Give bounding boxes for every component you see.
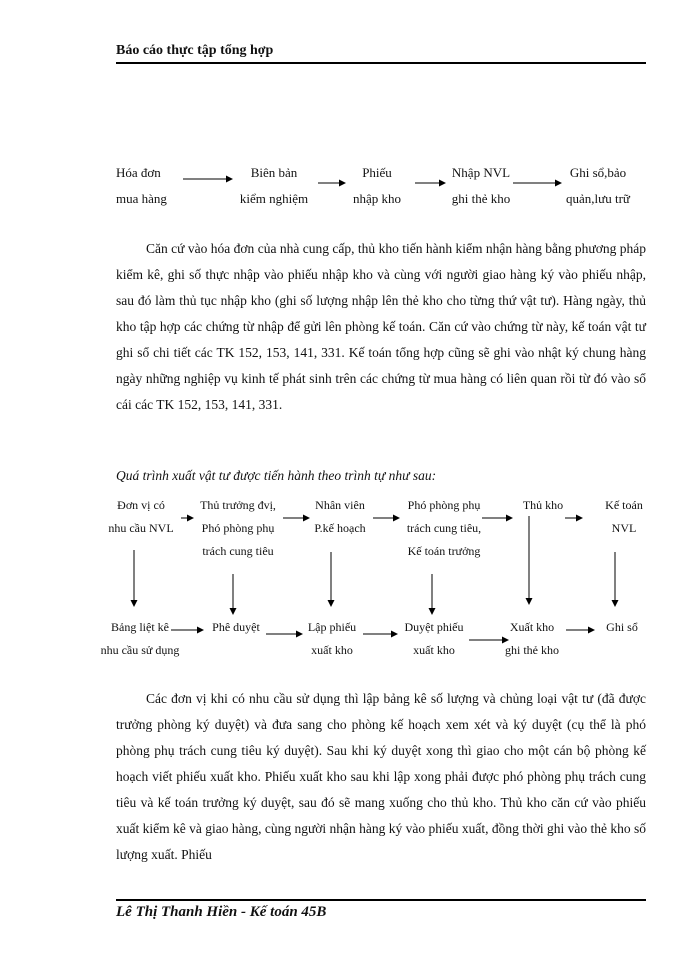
flow2-bottom-issue-stock: Xuất kho ghi thẻ kho: [505, 620, 559, 657]
flow2-top-planning-staff: Nhân viên P.kế hoạch: [314, 498, 366, 535]
flow2-bottom-create-slip: Lập phiếu xuất kho: [307, 620, 357, 657]
flow1-step-invoice: Hóa đơn mua hàng: [116, 165, 167, 206]
flow2-bottom-approve: Phê duyệt: [212, 620, 260, 634]
flow1-step-inspection-report: Biên bản kiểm nghiệm: [239, 165, 309, 206]
flow1-step-record-store: Ghi sổ,bảo quản,lưu trữ: [566, 165, 630, 206]
footer-rule: [116, 899, 646, 901]
flow1-step-stock-card: Nhập NVL ghi thẻ kho: [451, 165, 511, 206]
flow2-top-storekeeper: Thủ kho: [522, 498, 564, 512]
flow2-top-unit-head: Thủ trưởng đvị, Phó phòng phụ trách cung tiêu: [200, 498, 276, 558]
flow1-step-receipt-slip: Phiếu nhập kho: [352, 165, 402, 206]
page-footer-author: Lê Thị Thanh Hiền - Kế toán 45B: [116, 904, 327, 920]
paragraph-issuing: Các đơn vị khi có nhu cầu sử dụng thì lập bảng kê số lượng và chủng loại vật tư (đã được trưởng phòng ký duyệt) và đưa sang cho phòng kế hoạch xem xét và ký duyệt (cụ thể là phó phòng phụ trách cung tiêu ký duyệt). Sau khi ký duyệt xong thì giao cho một cán bộ phòng kế hoạch viết phiếu xuất kho. Phiếu xuất kho sau khi lập xong phải được phó phòng phụ trách cung tiêu và kế toán trưởng ký duyệt, sau đó sẽ mang xuống cho thủ kho. Thủ kho căn cứ vào phiếu xuất kiểm kê và giao hàng, cùng người nhận hàng ký vào phiếu xuất, đồng thời ghi vào thẻ kho số lượng xuất. Phiếu: [116, 691, 646, 862]
flow2-bottom-approve-slip: Duyệt phiếu xuất kho: [404, 620, 464, 657]
flow2-top-requesting-unit: Đơn vị có nhu cầu NVL: [108, 498, 174, 535]
flow2-bottom-record: Ghi sổ: [606, 620, 638, 634]
flow2-bottom-requirement-list: Bảng liệt kê nhu cầu sử dụng: [100, 620, 180, 657]
page-header-title: Báo cáo thực tập tổng hợp: [116, 43, 274, 58]
flow2-top-deputy-chief-accountant: Phó phòng phụ trách cung tiêu, Kế toán trưởng: [406, 498, 482, 558]
paragraph-receiving: Căn cứ vào hóa đơn của nhà cung cấp, thủ kho tiến hành kiểm nhận hàng bằng phương pháp kiểm kê, ghi số thực nhập vào phiếu nhập kho và cùng với người giao hàng ký vào phiếu nhập, sau đó làm thủ tục nhập kho (ghi số lượng nhập lên thẻ kho cho từng thứ vật tư). Hàng ngày, thủ kho tập hợp các chứng từ nhập để gửi lên phòng kế toán. Căn cứ vào chứng từ này, kế toán vật tư ghi sổ chi tiết các TK 152, 153, 141, 331. Kế toán tổng hợp cũng sẽ ghi vào nhật ký chung hàng ngày những nghiệp vụ kinh tế phát sinh trên các chứng từ mua hàng có liên quan rồi từ đó vào sổ cái các TK 152, 153, 141, 331.: [116, 241, 646, 412]
issue-process-subheading: Quá trình xuất vật tư được tiến hành theo trình tự như sau:: [116, 468, 437, 483]
flow2-top-material-accountant: Kế toán NVL: [605, 498, 643, 535]
